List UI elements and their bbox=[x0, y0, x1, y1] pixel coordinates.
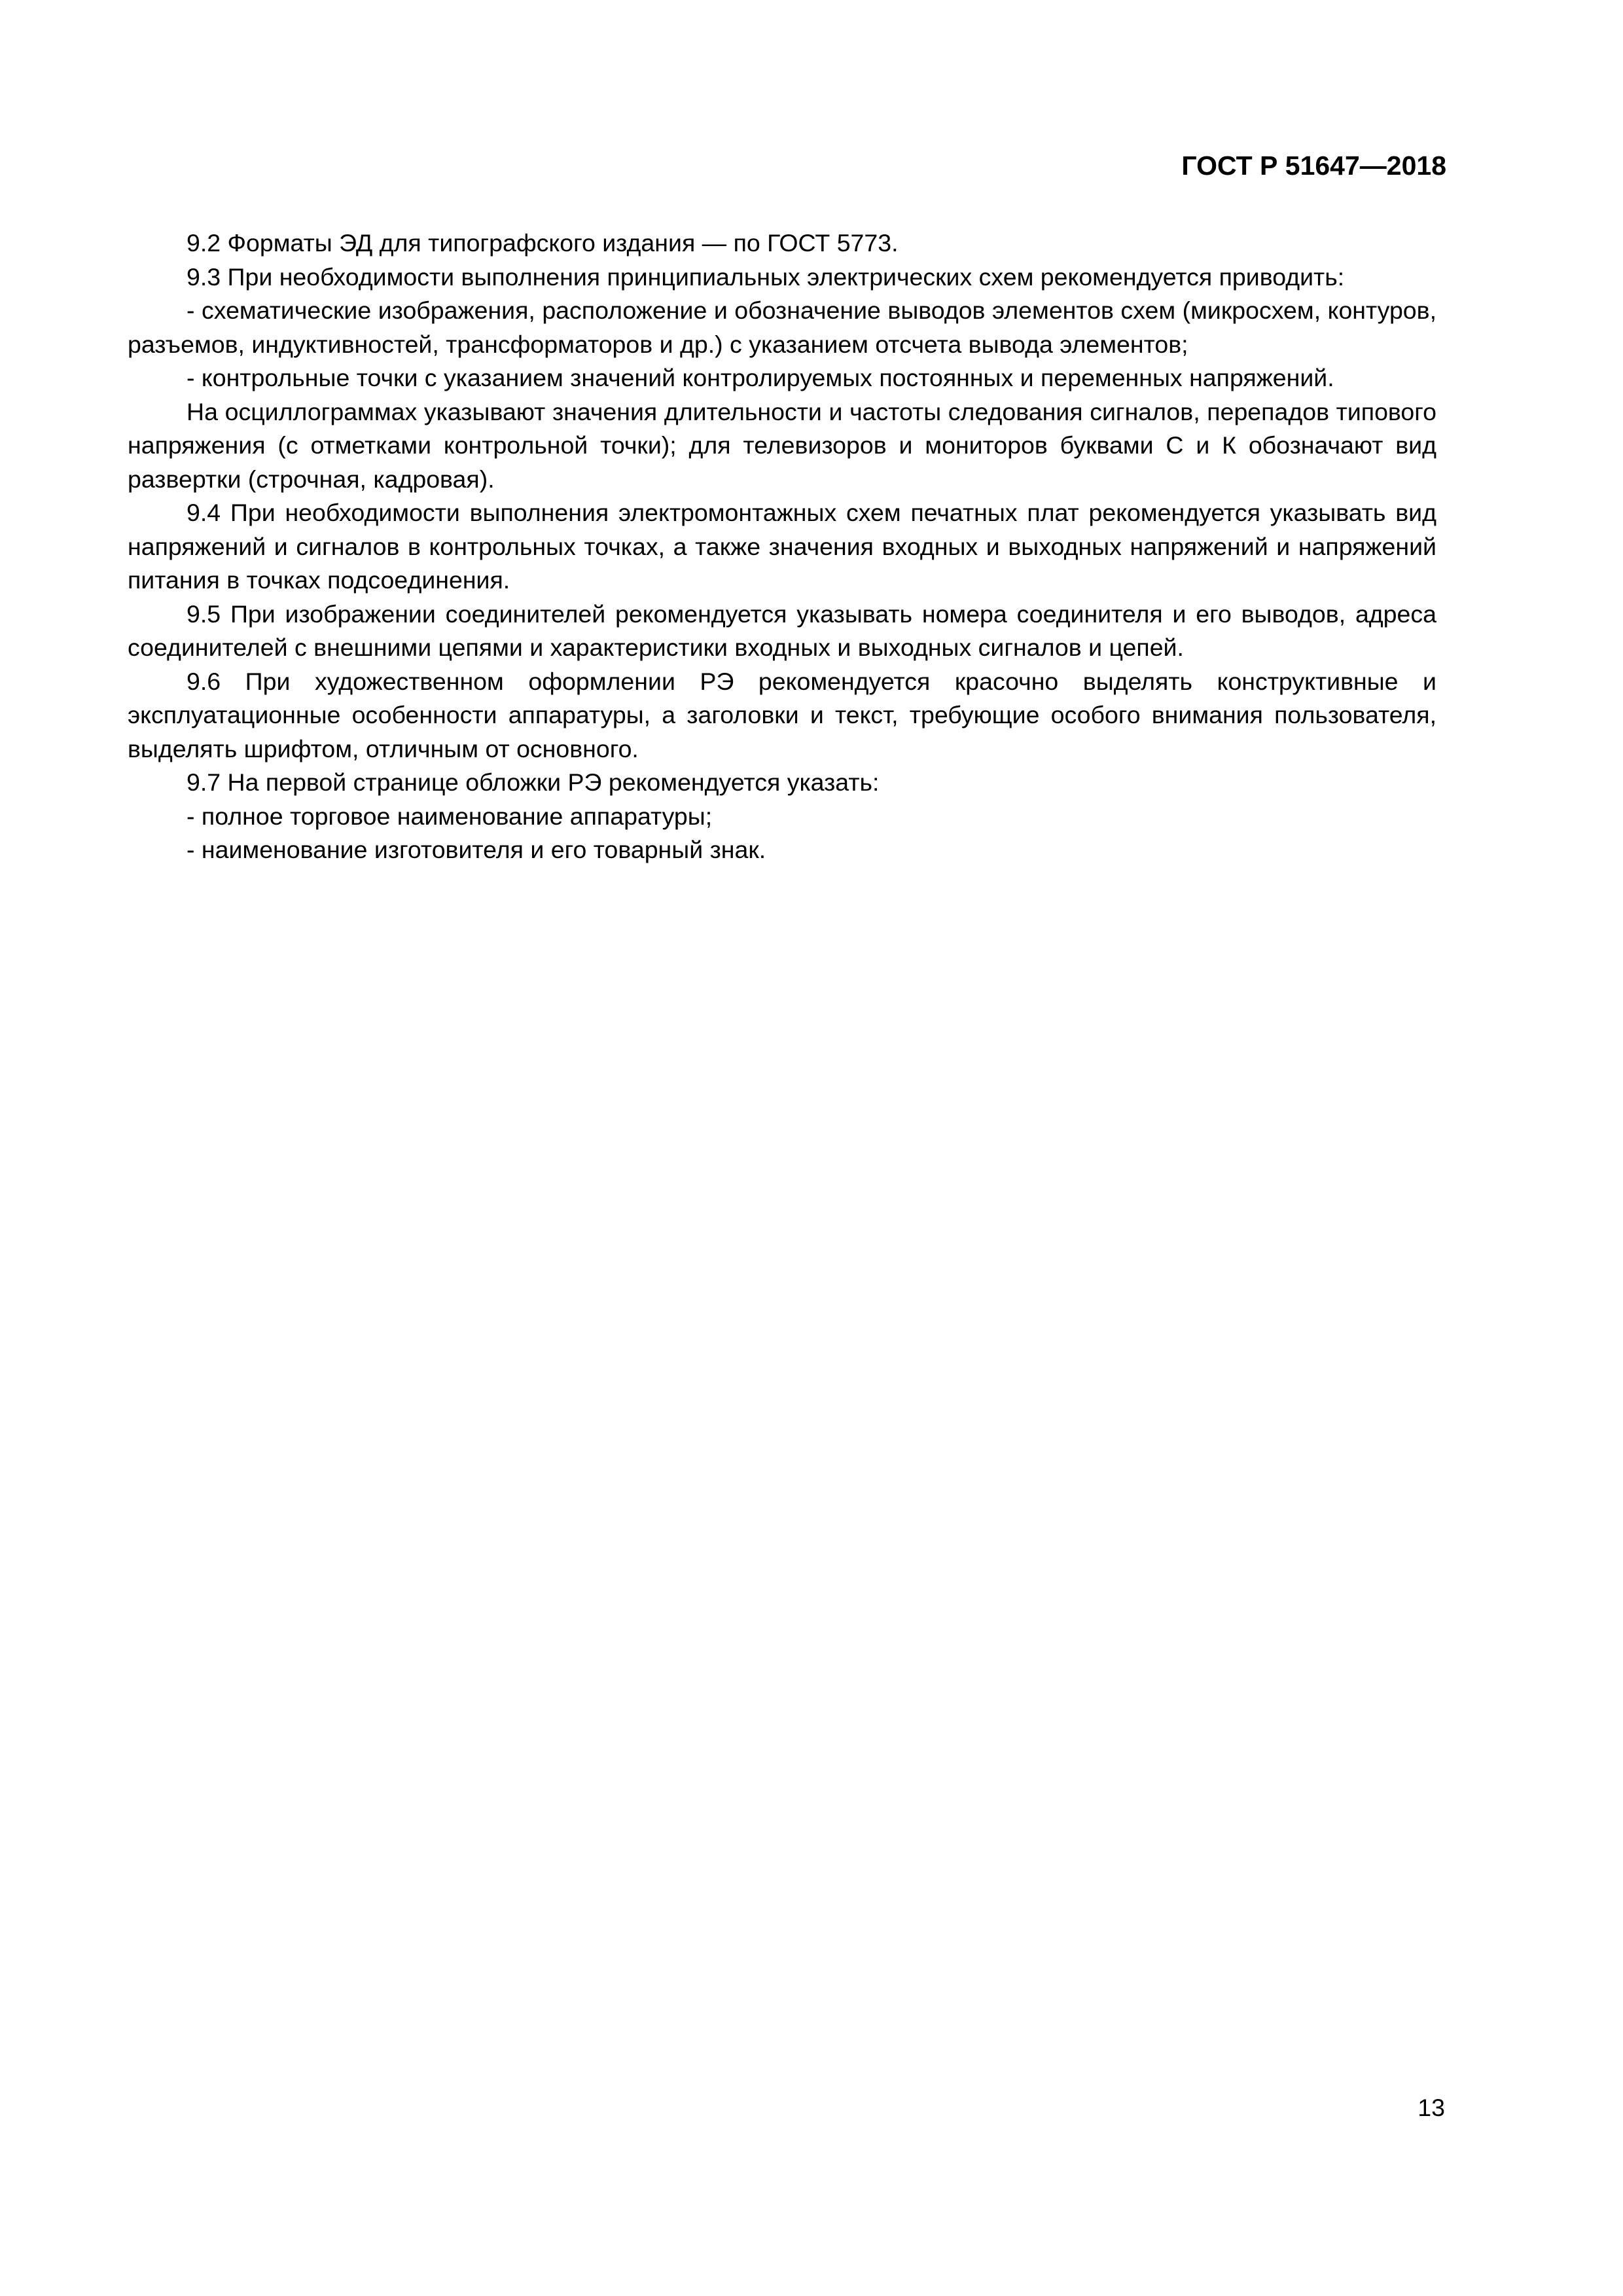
document-code-header: ГОСТ Р 51647—2018 bbox=[1181, 151, 1446, 181]
paragraph-9-4: 9.4 При необходимости выполнения электромонтажных схем печатных плат рекомендуется указывать вид напряжений и сигналов в контрольных точках, а также значения входных и выходных напряжений и напряжений питания в точках подсоединения. bbox=[128, 499, 1436, 594]
paragraph-9-2: 9.2 Форматы ЭД для типографского издания — по ГОСТ 5773. bbox=[187, 229, 899, 257]
list-item-control-points: - контрольные точки с указанием значений контролируемых постоянных и переменных напряжений. bbox=[187, 364, 1334, 391]
paragraph-oscillograms: На осциллограммах указывают значения длительности и частоты следования сигналов, перепадов типового напряжения (с отметками контрольной точки); для телевизоров и мониторов буквами С и К обозначают вид развертки (строчная, кадровая). bbox=[128, 397, 1436, 493]
paragraph-9-6: 9.6 При художественном оформлении РЭ рекомендуется красочно выделять конструктивные и эксплуатационные особенности аппаратуры, а заголовки и текст, требующие особого внимания пользователя, выделять шрифтом, отличным от основного. bbox=[128, 667, 1436, 762]
list-item-schematics: - схематические изображения, расположение и обозначение выводов элементов схем (микросхем, контуров, разъемов, индуктивностей, трансформаторов и др.) с указанием отсчета вывода элементов; bbox=[128, 296, 1436, 358]
paragraph-9-7: 9.7 На первой странице обложки РЭ рекомендуется указать: bbox=[187, 768, 880, 796]
body-text bbox=[128, 226, 1436, 867]
list-item-trade-name: - полное торговое наименование аппаратуры; bbox=[187, 802, 713, 830]
page-number: 13 bbox=[1418, 2094, 1445, 2121]
list-item-manufacturer: - наименование изготовителя и его товарный знак. bbox=[187, 836, 766, 863]
paragraph-9-5: 9.5 При изображении соединителей рекомендуется указывать номера соединителя и его выводов, адреса соединителей с внешними цепями и характеристики входных и выходных сигналов и цепей. bbox=[128, 600, 1436, 661]
paragraph-9-3: 9.3 При необходимости выполнения принципиальных электрических схем рекомендуется приводить: bbox=[187, 262, 1345, 291]
